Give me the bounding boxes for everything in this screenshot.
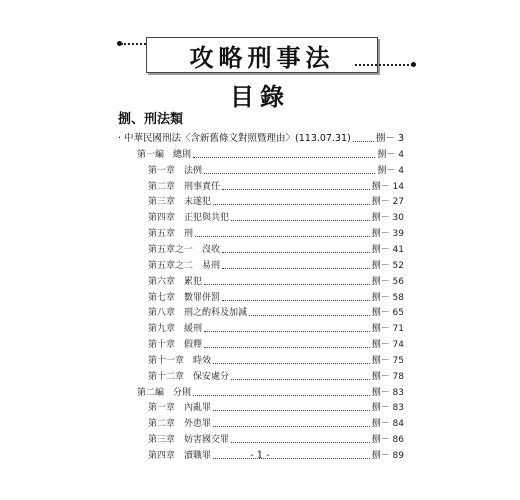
toc-entry-part [137,147,404,161]
toc-entry-chapter [148,179,404,193]
toc-entry-title: 第七章 數罪併罰 [148,292,221,303]
dot-leader [193,157,375,158]
dot-leader [249,315,370,316]
dot-leader [204,331,370,332]
toc-entry-title: 第二章 刑事責任 [148,181,221,192]
dot-leader [204,284,370,285]
dot-leader [213,410,370,411]
toc-entry-page: 捌－ 39 [371,229,404,240]
title-banner [146,37,378,73]
banner-right-dot [411,62,416,67]
toc-entry-page: 捌－ 74 [371,340,404,351]
toc-entry-title: 第四章 瀆職罪 [148,451,212,461]
toc-entry-page: 捌－ 84 [371,419,404,430]
dot-leader [204,173,375,174]
toc-entry-chapter [148,163,404,177]
toc-entry-title: 第三章 未遂犯 [148,197,212,208]
toc-heading: 目錄 [230,82,290,111]
dot-leader [231,442,370,443]
toc-entry-page: 捌－ 52 [371,260,404,271]
toc-entry-chapter [148,432,404,446]
toc-entry-title: 第八章 刑之酌科及加減 [148,308,248,319]
toc-entry-title: 第一章 法例 [148,165,203,176]
dot-leader [222,189,370,190]
toc-entry-title: 第二編 分則 [137,387,192,398]
toc-entry-chapter [148,305,404,319]
dot-leader [213,426,370,427]
toc-entry-title: 第六章 累犯 [148,276,203,287]
toc-entry-title: 中華民國刑法〈含新舊條文對照暨理由〉(113.07.31) [124,133,351,144]
toc-entry-title: 第十一章 時效 [148,355,212,366]
toc-entry-page: 捌－ 65 [371,308,404,319]
toc-entry-title: 第十二章 保安處分 [148,371,230,382]
toc-entry-chapter [148,369,404,383]
dot-leader [213,363,370,364]
toc-entry-chapter [148,416,404,430]
toc-entry-title: 第一章 內亂罪 [148,403,212,414]
toc-entry-page: 捌－ 4 [377,149,404,160]
toc-entry-chapter [148,337,404,351]
toc-entry-chapter [148,274,404,288]
toc-entry-chapter [148,226,404,240]
toc-entry-title: 第四章 正犯與共犯 [148,213,230,224]
dot-leader [213,204,370,205]
toc-entry-page: 捌－ 3 [375,133,404,144]
dot-leader [204,347,370,348]
toc-entry-page: 捌－ 27 [371,197,404,208]
toc-entry-title: 第五章之二 易刑 [148,260,221,271]
toc-entry-title: 第三章 妨害國交罪 [148,435,230,446]
toc-entry-page: 捌－ 75 [371,355,404,366]
toc-entry-page: 捌－ 30 [371,213,404,224]
toc-entry-part [137,385,404,399]
toc-entry-title: 第九章 緩刑 [148,324,203,335]
toc-entry-chapter [148,210,404,224]
toc-entry-title: 第十章 假釋 [148,340,203,351]
toc-entry-title: 第五章 刑 [148,229,194,240]
toc-entry-page: 捌－ 83 [371,403,404,414]
toc-entry-page: 捌－ 89 [371,451,404,461]
toc-entry-page: 捌－ 56 [371,276,404,287]
dot-leader [193,395,370,396]
toc-entry-page: 捌－ 4 [377,165,404,176]
dot-leader [353,141,374,142]
dot-leader [231,220,370,221]
banner-right-dotted-line [355,64,413,66]
toc-entry-chapter [148,194,404,208]
toc-entry-chapter [148,400,404,414]
book-title: 攻略刑事法 [189,42,335,72]
dot-leader [195,236,370,237]
toc-entry-title: 第一編 總則 [137,149,192,160]
toc-entry-page: 捌－ 58 [371,292,404,303]
toc-entry-page: 捌－ 41 [371,244,404,255]
dot-leader [231,379,370,380]
section-heading: 捌、刑法類 [118,112,184,127]
toc-entry-chapter [148,242,404,256]
toc-entry-title: 第五章之一 沒收 [148,244,221,255]
toc-entry-page: 捌－ 71 [371,324,404,335]
toc-entry-page: 捌－ 86 [371,435,404,446]
toc-entry-chapter [148,290,404,304]
toc-entry-page: 捌－ 83 [371,387,404,398]
page-number: - 1 - [250,450,270,461]
toc-entry-chapter [148,321,404,335]
toc-entry-chapter [148,258,404,272]
toc-entry-code [118,131,404,145]
toc-entry-page: 捌－ 78 [371,371,404,382]
dot-leader [222,252,370,253]
dot-leader [222,300,370,301]
toc-entry-page: 捌－ 14 [371,181,404,192]
dot-leader [222,268,370,269]
toc-entry-title: 第二章 外患罪 [148,419,212,430]
toc-entry-chapter [148,353,404,367]
bullet: ‧ [118,133,122,144]
